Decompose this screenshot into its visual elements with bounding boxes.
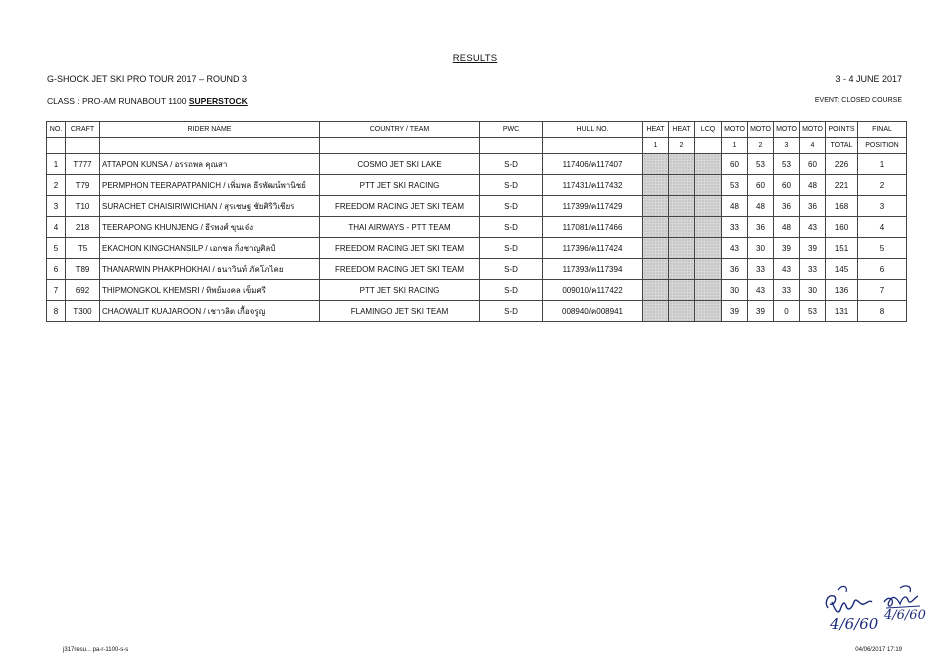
hull-number-cell: 117081/ค117466	[543, 217, 643, 238]
column-subheader	[543, 138, 643, 154]
moto-2-cell: 30	[748, 238, 774, 259]
pwc-type-cell: S-D	[480, 154, 543, 175]
column-header: RIDER NAME	[100, 122, 320, 138]
craft-number-cell: T300	[66, 301, 100, 322]
moto-4-cell: 53	[800, 301, 826, 322]
lcq-cell	[695, 175, 722, 196]
moto-4-cell: 30	[800, 280, 826, 301]
heat-2-cell	[669, 259, 695, 280]
results-table	[46, 121, 907, 322]
team-name-cell: FREEDOM RACING JET SKI TEAM	[320, 196, 480, 217]
craft-number-cell: T777	[66, 154, 100, 175]
column-header: FINAL	[858, 122, 907, 138]
lcq-cell	[695, 154, 722, 175]
column-header: PWC	[480, 122, 543, 138]
column-subheader	[100, 138, 320, 154]
table-row	[47, 154, 907, 175]
rider-name-cell: SURACHET CHAISIRIWICHIAN / สุรเชษฐ ชัยศิริวิเชียร	[100, 196, 320, 217]
team-name-cell: PTT JET SKI RACING	[320, 175, 480, 196]
column-header: HEAT	[669, 122, 695, 138]
lcq-cell	[695, 217, 722, 238]
moto-3-cell: 43	[774, 259, 800, 280]
team-name-cell: PTT JET SKI RACING	[320, 280, 480, 301]
points-total-cell: 145	[826, 259, 858, 280]
lcq-cell	[695, 301, 722, 322]
column-subheader: 1	[722, 138, 748, 154]
pwc-type-cell: S-D	[480, 196, 543, 217]
moto-4-cell: 39	[800, 238, 826, 259]
craft-number-cell: T89	[66, 259, 100, 280]
column-header: POINTS	[826, 122, 858, 138]
points-total-cell: 151	[826, 238, 858, 259]
pwc-type-cell: S-D	[480, 217, 543, 238]
moto-2-cell: 36	[748, 217, 774, 238]
lcq-cell	[695, 280, 722, 301]
column-header: CRAFT	[66, 122, 100, 138]
moto-2-cell: 53	[748, 154, 774, 175]
rider-name-cell: CHAOWALIT KUAJAROON / เชาวลิต เกื้อจรูญ	[100, 301, 320, 322]
moto-2-cell: 48	[748, 196, 774, 217]
heat-2-cell	[669, 175, 695, 196]
column-subheader: 3	[774, 138, 800, 154]
heat-2-cell	[669, 238, 695, 259]
moto-3-cell: 33	[774, 280, 800, 301]
column-header: MOTO	[722, 122, 748, 138]
moto-1-cell: 53	[722, 175, 748, 196]
page-title: RESULTS	[452, 53, 498, 64]
table-row	[47, 217, 907, 238]
footer-printed: 04/06/2017 17:19	[855, 647, 902, 653]
column-subheader: POSITION	[858, 138, 907, 154]
pwc-type-cell: S-D	[480, 259, 543, 280]
moto-3-cell: 53	[774, 154, 800, 175]
heat-2-cell	[669, 280, 695, 301]
moto-2-cell: 39	[748, 301, 774, 322]
column-header: HULL NO.	[543, 122, 643, 138]
rider-name-cell: PERMPHON TEERAPATPANICH / เพิ่มพล ธีรพัฒน์พานิชย์	[100, 175, 320, 196]
final-position-cell: 5	[858, 238, 907, 259]
table-body	[47, 154, 907, 322]
moto-2-cell: 33	[748, 259, 774, 280]
signature-2-date: 4/6/60	[884, 608, 926, 623]
craft-number-cell: T10	[66, 196, 100, 217]
rider-number-cell: 2	[47, 175, 66, 196]
hull-number-cell: 008940/ค008941	[543, 301, 643, 322]
craft-number-cell: T5	[66, 238, 100, 259]
craft-number-cell: 692	[66, 280, 100, 301]
final-position-cell: 2	[858, 175, 907, 196]
points-total-cell: 160	[826, 217, 858, 238]
moto-1-cell: 30	[722, 280, 748, 301]
column-subheader	[47, 138, 66, 154]
heat-1-cell	[643, 301, 669, 322]
moto-1-cell: 43	[722, 238, 748, 259]
column-subheader: TOTAL	[826, 138, 858, 154]
heat-2-cell	[669, 154, 695, 175]
event-name: G-SHOCK JET SKI PRO TOUR 2017 – ROUND 3	[47, 74, 248, 84]
hull-number-cell: 117406/ค117407	[543, 154, 643, 175]
column-header: COUNTRY / TEAM	[320, 122, 480, 138]
column-subheader	[695, 138, 722, 154]
heat-1-cell	[643, 175, 669, 196]
column-subheader: 4	[800, 138, 826, 154]
moto-3-cell: 36	[774, 196, 800, 217]
pwc-type-cell: S-D	[480, 175, 543, 196]
lcq-cell	[695, 238, 722, 259]
column-subheader	[66, 138, 100, 154]
final-position-cell: 6	[858, 259, 907, 280]
class-highlight: SUPERSTOCK	[188, 96, 248, 106]
moto-4-cell: 60	[800, 154, 826, 175]
rider-name-cell: TEERAPONG KHUNJENG / ธีรพงศ์ ขุนเจ๋ง	[100, 217, 320, 238]
moto-4-cell: 36	[800, 196, 826, 217]
lcq-cell	[695, 259, 722, 280]
moto-2-cell: 43	[748, 280, 774, 301]
column-subheader: 2	[669, 138, 695, 154]
rider-name-cell: EKACHON KINGCHANSILP / เอกชล กิ่งชาญศิลป์	[100, 238, 320, 259]
column-subheader: 2	[748, 138, 774, 154]
final-position-cell: 1	[858, 154, 907, 175]
craft-number-cell: T79	[66, 175, 100, 196]
column-header: MOTO	[748, 122, 774, 138]
hull-number-cell: 009010/ค117422	[543, 280, 643, 301]
event-type: EVENT: CLOSED COURSE	[814, 97, 902, 104]
moto-4-cell: 43	[800, 217, 826, 238]
column-header: MOTO	[774, 122, 800, 138]
final-position-cell: 4	[858, 217, 907, 238]
moto-3-cell: 0	[774, 301, 800, 322]
table-header	[47, 122, 907, 154]
moto-1-cell: 39	[722, 301, 748, 322]
event-dates: 3 - 4 JUNE 2017	[835, 74, 902, 84]
craft-number-cell: 218	[66, 217, 100, 238]
heat-1-cell	[643, 217, 669, 238]
heat-1-cell	[643, 259, 669, 280]
column-subheader	[320, 138, 480, 154]
moto-3-cell: 39	[774, 238, 800, 259]
table-row	[47, 238, 907, 259]
table-row	[47, 280, 907, 301]
rider-number-cell: 1	[47, 154, 66, 175]
pwc-type-cell: S-D	[480, 301, 543, 322]
moto-3-cell: 60	[774, 175, 800, 196]
moto-4-cell: 33	[800, 259, 826, 280]
final-position-cell: 3	[858, 196, 907, 217]
heat-2-cell	[669, 217, 695, 238]
rider-name-cell: THIPMONGKOL KHEMSRI / ทิพย์มงคล เข็มศรี	[100, 280, 320, 301]
lcq-cell	[695, 196, 722, 217]
footer-filename: j317resu... pa-r-1100-s-s	[63, 647, 129, 653]
column-header: NO.	[47, 122, 66, 138]
heat-1-cell	[643, 280, 669, 301]
heat-1-cell	[643, 238, 669, 259]
moto-1-cell: 60	[722, 154, 748, 175]
heat-2-cell	[669, 196, 695, 217]
column-subheader: 1	[643, 138, 669, 154]
moto-3-cell: 48	[774, 217, 800, 238]
rider-number-cell: 5	[47, 238, 66, 259]
signature-1-date: 4/6/60	[830, 615, 879, 633]
heat-1-cell	[643, 196, 669, 217]
rider-number-cell: 6	[47, 259, 66, 280]
moto-1-cell: 36	[722, 259, 748, 280]
points-total-cell: 136	[826, 280, 858, 301]
final-position-cell: 8	[858, 301, 907, 322]
heat-1-cell	[643, 154, 669, 175]
hull-number-cell: 117399/ค117429	[543, 196, 643, 217]
team-name-cell: COSMO JET SKI LAKE	[320, 154, 480, 175]
table-row	[47, 196, 907, 217]
rider-number-cell: 8	[47, 301, 66, 322]
hull-number-cell: 117431/ค117432	[543, 175, 643, 196]
hull-number-cell: 117396/ค117424	[543, 238, 643, 259]
team-name-cell: FLAMINGO JET SKI TEAM	[320, 301, 480, 322]
points-total-cell: 131	[826, 301, 858, 322]
table-row	[47, 301, 907, 322]
column-header: HEAT	[643, 122, 669, 138]
rider-name-cell: THANARWIN PHAKPHOKHAI / ธนาวินท์ ภัคโภไคย	[100, 259, 320, 280]
team-name-cell: THAI AIRWAYS - PTT TEAM	[320, 217, 480, 238]
class-prefix: CLASS : PRO-AM RUNABOUT 1100	[47, 96, 189, 106]
team-name-cell: FREEDOM RACING JET SKI TEAM	[320, 238, 480, 259]
moto-4-cell: 48	[800, 175, 826, 196]
rider-number-cell: 3	[47, 196, 66, 217]
points-total-cell: 168	[826, 196, 858, 217]
team-name-cell: FREEDOM RACING JET SKI TEAM	[320, 259, 480, 280]
table-row	[47, 175, 907, 196]
points-total-cell: 226	[826, 154, 858, 175]
rider-name-cell: ATTAPON KUNSA / อรรถพล คุณสา	[100, 154, 320, 175]
heat-2-cell	[669, 301, 695, 322]
hull-number-cell: 117393/ค117394	[543, 259, 643, 280]
rider-number-cell: 4	[47, 217, 66, 238]
pwc-type-cell: S-D	[480, 238, 543, 259]
moto-1-cell: 33	[722, 217, 748, 238]
table-row	[47, 259, 907, 280]
class-label	[47, 96, 248, 106]
points-total-cell: 221	[826, 175, 858, 196]
moto-2-cell: 60	[748, 175, 774, 196]
moto-1-cell: 48	[722, 196, 748, 217]
final-position-cell: 7	[858, 280, 907, 301]
pwc-type-cell: S-D	[480, 280, 543, 301]
rider-number-cell: 7	[47, 280, 66, 301]
column-subheader	[480, 138, 543, 154]
column-header: LCQ	[695, 122, 722, 138]
column-header: MOTO	[800, 122, 826, 138]
